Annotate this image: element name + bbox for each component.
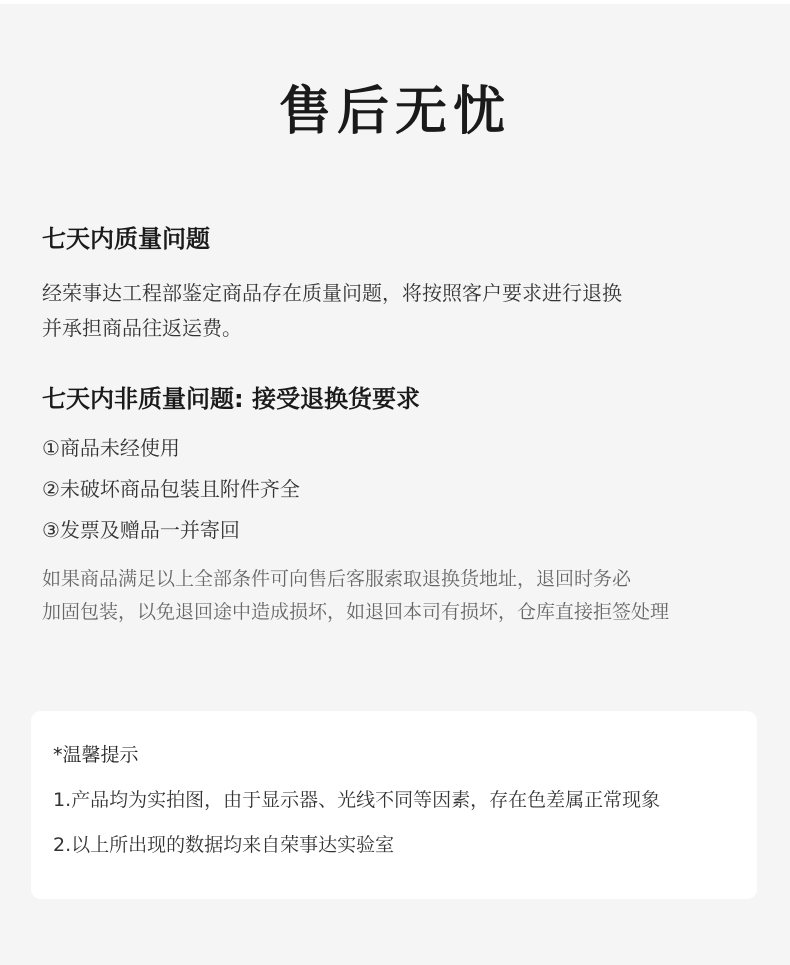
non-quality-issue-section xyxy=(42,382,762,629)
tips-line: 2.以上所出现的数据均来自荣事达实验室 xyxy=(53,834,395,856)
condition-item: ②未破坏商品包装且附件齐全 xyxy=(42,477,300,501)
condition-list xyxy=(42,428,762,551)
quality-issue-body xyxy=(42,276,762,346)
top-edge-strip xyxy=(0,0,790,4)
tips-card xyxy=(31,711,757,899)
tips-line: 1.产品均为实拍图，由于显示器、光线不同等因素，存在色差属正常现象 xyxy=(53,789,661,811)
condition-item: ①商品未经使用 xyxy=(42,436,180,460)
quality-issue-body-line: 经荣事达工程部鉴定商品存在质量问题，将按照客户要求进行退换 xyxy=(42,281,622,305)
condition-item: ③发票及赠品一并寄回 xyxy=(42,518,240,542)
quality-issue-section xyxy=(42,222,762,346)
tips-heading: *温馨提示 xyxy=(53,744,139,766)
quality-issue-body-line: 并承担商品往返运费。 xyxy=(42,316,242,340)
return-note-line: 如果商品满足以上全部条件可向售后客服索取退换货地址，退回时务必 xyxy=(42,568,632,590)
return-note xyxy=(42,563,762,629)
return-note-line: 加固包装，以免退回途中造成损坏，如退回本司有损坏，仓库直接拒签处理 xyxy=(42,601,670,623)
page-title: 售后无忧 xyxy=(278,82,511,142)
non-quality-issue-heading: 七天内非质量问题: 接受退换货要求 xyxy=(42,385,420,413)
quality-issue-heading: 七天内质量问题 xyxy=(42,225,210,253)
